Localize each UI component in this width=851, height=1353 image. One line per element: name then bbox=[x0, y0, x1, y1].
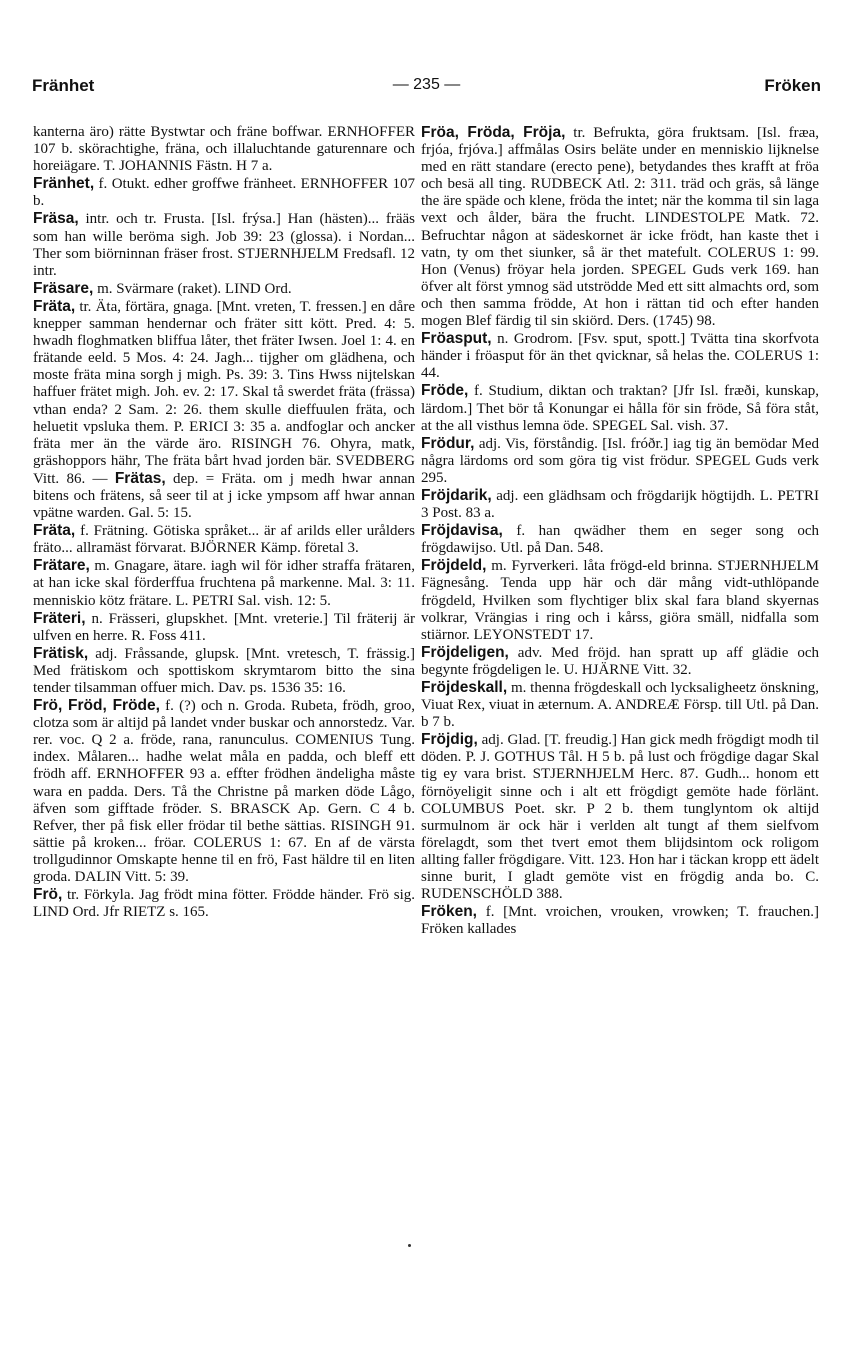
dictionary-entry: Fröjdeligen, adv. Med fröjd. han spratt up aff glädie och begynte frögdeligen le. U. HJÄRNE Vitt. 32. bbox=[421, 643, 819, 678]
headword: Fröasput, bbox=[421, 330, 492, 348]
dictionary-entry: Frö, tr. Förkyla. Jag frödt mina fötter. Frödde händer. Frö sig. LIND Ord. Jfr RIETZ s. 165. bbox=[33, 886, 415, 921]
headword: Fröken, bbox=[421, 903, 477, 921]
headword: Fröjdeligen, bbox=[421, 643, 509, 661]
headword: Frö, Fröd, Fröde, bbox=[33, 697, 160, 715]
left-column bbox=[33, 124, 415, 921]
print-speck bbox=[408, 1244, 411, 1247]
dictionary-entry: Fröken, f. [Mnt. vroichen, vrouken, vrowken; T. frauchen.] Fröken kallades bbox=[421, 903, 819, 938]
dictionary-entry: Fräteri, n. Frässeri, glupskhet. [Mnt. vreterie.] Til fräterij är ulfven en herre. R. Foss 411. bbox=[33, 609, 415, 644]
dictionary-entry: Fröjdeld, m. Fyrverkeri. låta frögd-eld brinna. STJERNHJELM Fägnesång. Tenda upp här och där mång vidt-uthlöpande frögdeld, Hvilken som flychtiger blix skal fara bland skyernas volkrar, Vrängias i ring och i kårss, giöra smäll, nidfalla som stiärnor. LEYONSTEDT 17. bbox=[421, 557, 819, 643]
dictionary-entry: kanterna äro) rätte Bystwtar och fräne boffwar. ERNHOFFER 107 b. skörachtighe, fräna, och illaluchtande gaturennare och horeiägare. T. JOHANNIS Fästn. H 7 a. bbox=[33, 124, 415, 175]
page-number: — 235 — bbox=[392, 76, 461, 93]
headword: Fräta, bbox=[33, 522, 76, 540]
headword: Fräsare, bbox=[33, 279, 94, 297]
headword: Fröjdarik, bbox=[421, 486, 492, 504]
headword: Fräsa, bbox=[33, 210, 79, 228]
dictionary-entry: Frödur, adj. Vis, förståndig. [Isl. fróðr.] iag tig än bemödar Med några lärdoms ord som göra tig vist frödur. SPEGEL Guds verk 295. bbox=[421, 434, 819, 486]
headword: Frö, bbox=[33, 886, 63, 904]
dictionary-entry: Fräsa, intr. och tr. Frusta. [Isl. frýsa.] Han (hästen)... frääs som han wille beröma sigh. Job 39: 23 (glossa). i Nordan... Ther som biörninnan fräser frost. STJERNHJELM Fredsafl. 12 intr. bbox=[33, 210, 415, 279]
headword: Fräta, bbox=[33, 297, 76, 315]
dictionary-entry: Fräsare, m. Svärmare (raket). LIND Ord. bbox=[33, 279, 292, 297]
headword: Fränhet, bbox=[33, 175, 95, 193]
right-column bbox=[421, 124, 819, 938]
header-right-keyword: Fröken bbox=[764, 76, 821, 95]
headword: Frätare, bbox=[33, 557, 90, 575]
dictionary-entry: Frätare, m. Gnagare, ätare. iagh wil för idher straffa frätaren, at han icke skal förderffua fruchtena på markenne. Mal. 3: 11. menniskio kötz frätare. L. PETRI Sal. vish. 12: 5. bbox=[33, 557, 415, 609]
headword: Fröjdeld, bbox=[421, 557, 487, 575]
dictionary-entry: Fröjdarik, adj. een glädhsam och frögdarijk högtijdh. L. PETRI 3 Post. 83 a. bbox=[421, 486, 819, 522]
headword: Frätisk, bbox=[33, 644, 89, 662]
headword: Frätas, bbox=[114, 469, 166, 487]
dictionary-entry: Fräta, tr. Äta, förtära, gnaga. [Mnt. vreten, T. fressen.] en dåre knepper samman hendernar och fräter sitt kött. Pred. 4: 5. hwadh floghmatken bliffua låter, thet fräter Iwsen. Joel 1: 4. en frätande eeld. 5 Mos. 4: 24. Jagh... tijgher om glädhena, och moste fräta mina sorgh j migh. Ps. 39: 3. Tins Hwss nijtelskan haffuer frätet migh. Joh. ev. 2: 17. Skal tå swerdet fräta (frässa) vthan enda? 2 Sam. 2: 26. them skulle dieffuulen fräta, och heluetit vpsluka them. P. ERICI 3: 35 a. andfoglar och ancker fräta mer än the värde äro. RISINGH 76. Ohyra, matk, gräshoppors hähr, The fräta bårt hvad jorden bär. SVEDBERG Vitt. 86. — Frätas, dep. = Fräta. om j medh hwar annan bitens och frätens, så seer til at j icke ympsom aff hwar annan vpätne warden. Gal. 5: 15. bbox=[33, 297, 415, 522]
dictionary-entry: Fröde, f. Studium, diktan och traktan? [Jfr Isl. fræði, kunskap, lärdom.] Thet bör tå Konungar ei hålla för sin fröde, Så föra ståt, at the all visthus lemna öde. SPEGEL Sal. vish. 37. bbox=[421, 382, 819, 434]
headword: Fröjdig, bbox=[421, 731, 478, 749]
dictionary-entry: Fränhet, f. Otukt. edher groffwe fränheet. ERNHOFFER 107 b. bbox=[33, 175, 415, 210]
dictionary-entry: Fräta, f. Frätning. Götiska språket... är af arilds eller urålders fräto... allramäst förvarat. BJÖRNER Kämp. företal 3. bbox=[33, 522, 415, 557]
dictionary-entry: Fröjdavisa, f. han qwädher them en seger song och frögdawijso. Utl. på Dan. 548. bbox=[421, 522, 819, 557]
headword: Fröde, bbox=[421, 382, 469, 400]
dictionary-entry: Fröjdig, adj. Glad. [T. freudig.] Han gick medh frögdigt modh til döden. P. J. GOTHUS Tål. H 5 b. på lust och frögdige dagar Skal tig ey vara brist. STJERNHJELM Herc. 87. Gudh... honom ett förnöyeligit sinne och i alt ett frögdigt gemöte hade förlänt. COLUMBUS Poet. skr. P 2 b. them tunglyntom ok altijd surmulnom är ock här i verlden alt tungt af them sielfvom förelagdt, som thet tvert emot them blijdsintom ock roligom allting faller frögdigare. Vitt. 123. Hon har i täckan kropp ett ädelt sinne burit, I gladt gemöte vist en frögdig anda bo. C. RUDENSCHÖLD 388. bbox=[421, 731, 819, 903]
headword: Fräteri, bbox=[33, 609, 86, 627]
dictionary-entry: Frätisk, adj. Fråssande, glupsk. [Mnt. vretesch, T. frässig.] Med frätiskom och spottiskom skrymtarom bitto the sina tender tilsamman offuer mich. Dav. ps. 1536 35: 16. bbox=[33, 644, 415, 696]
headword: Fröjdeskall, bbox=[421, 679, 508, 696]
header-left-keyword: Fränhet bbox=[32, 76, 95, 95]
headword: Fröa, Fröda, Fröja, bbox=[421, 124, 566, 141]
dictionary-entry: Fröasput, n. Grodrom. [Fsv. sput, spott.] Tvätta tina skorfvota händer i fröasput för än thet qvicknar, så helas the. COLERUS 1: 44. bbox=[421, 330, 819, 382]
dictionary-entry: Frö, Fröd, Fröde, f. (?) och n. Groda. Rubeta, frödh, groo, clotza som är altijd på landet vnder buskar och annorstedz. Var. rer. voc. Q 2 a. fröde, rana, ranunculus. COMENIUS Tung. index. Målaren... hadhe welat måla en padda, och bleff ett frödh aff. ERNHOFFER 93 a. effter frödhen ändeligha måste wara en padda. Ders. Tå the Christne på marken döde Lågo, äfven som gifftade fröder. S. BRASCK Ap. Gern. C 4 b. Refver, ther på fisk eller frödar til bethe sättias. RISINGH 91. sättie på kroken... fröar. COLERUS 1: 67. En af de värsta trollgudinnor Omskapte henne til en frö, Fast häldre til en liten groda. DALIN Vitt. 5: 39. bbox=[33, 697, 415, 886]
dictionary-entry: Fröjdeskall, m. thenna frögdeskall och lycksaligheetz önskning, Viuat Rex, viuat in æternum. A. ANDREÆ Försp. till Utl. på Dan. b 7 b. bbox=[421, 679, 819, 731]
page-header bbox=[32, 76, 821, 100]
headword: Frödur, bbox=[421, 434, 475, 452]
dictionary-entry: Fröa, Fröda, Fröja, tr. Befrukta, göra fruktsam. [Isl. fræa, frjóa, frjóva.] affmålas Osirs beläte under en menniskio lijknelse med en rätt standare (erecto pene), betydandes thes krafft at fröa och besä all ting. RUDBECK Atl. 2: 311. träd och gräs, så länge the äre späde och klene, fröda the intet; när the komma til sin laga vext och ålder, bära the frucht. LINDESTOLPE Matk. 72. Befruchtar någon at sädeskornet är icke frödt, han kaste thet i vatn, ty om thet siunker, så är thet matefult. COLERUS 1: 99. Hon (Venus) fröyar hela jorden. SPEGEL Guds verk 169. han öfver alt först ymnog säd utströdde Med ett sitt almachts ord, som och then samma frödde, At hon i rättan tid och efter handen mogen Blef färdig til sin skiörd. Ders. (1745) 98. bbox=[421, 124, 820, 330]
headword: Fröjdavisa, bbox=[421, 522, 503, 540]
